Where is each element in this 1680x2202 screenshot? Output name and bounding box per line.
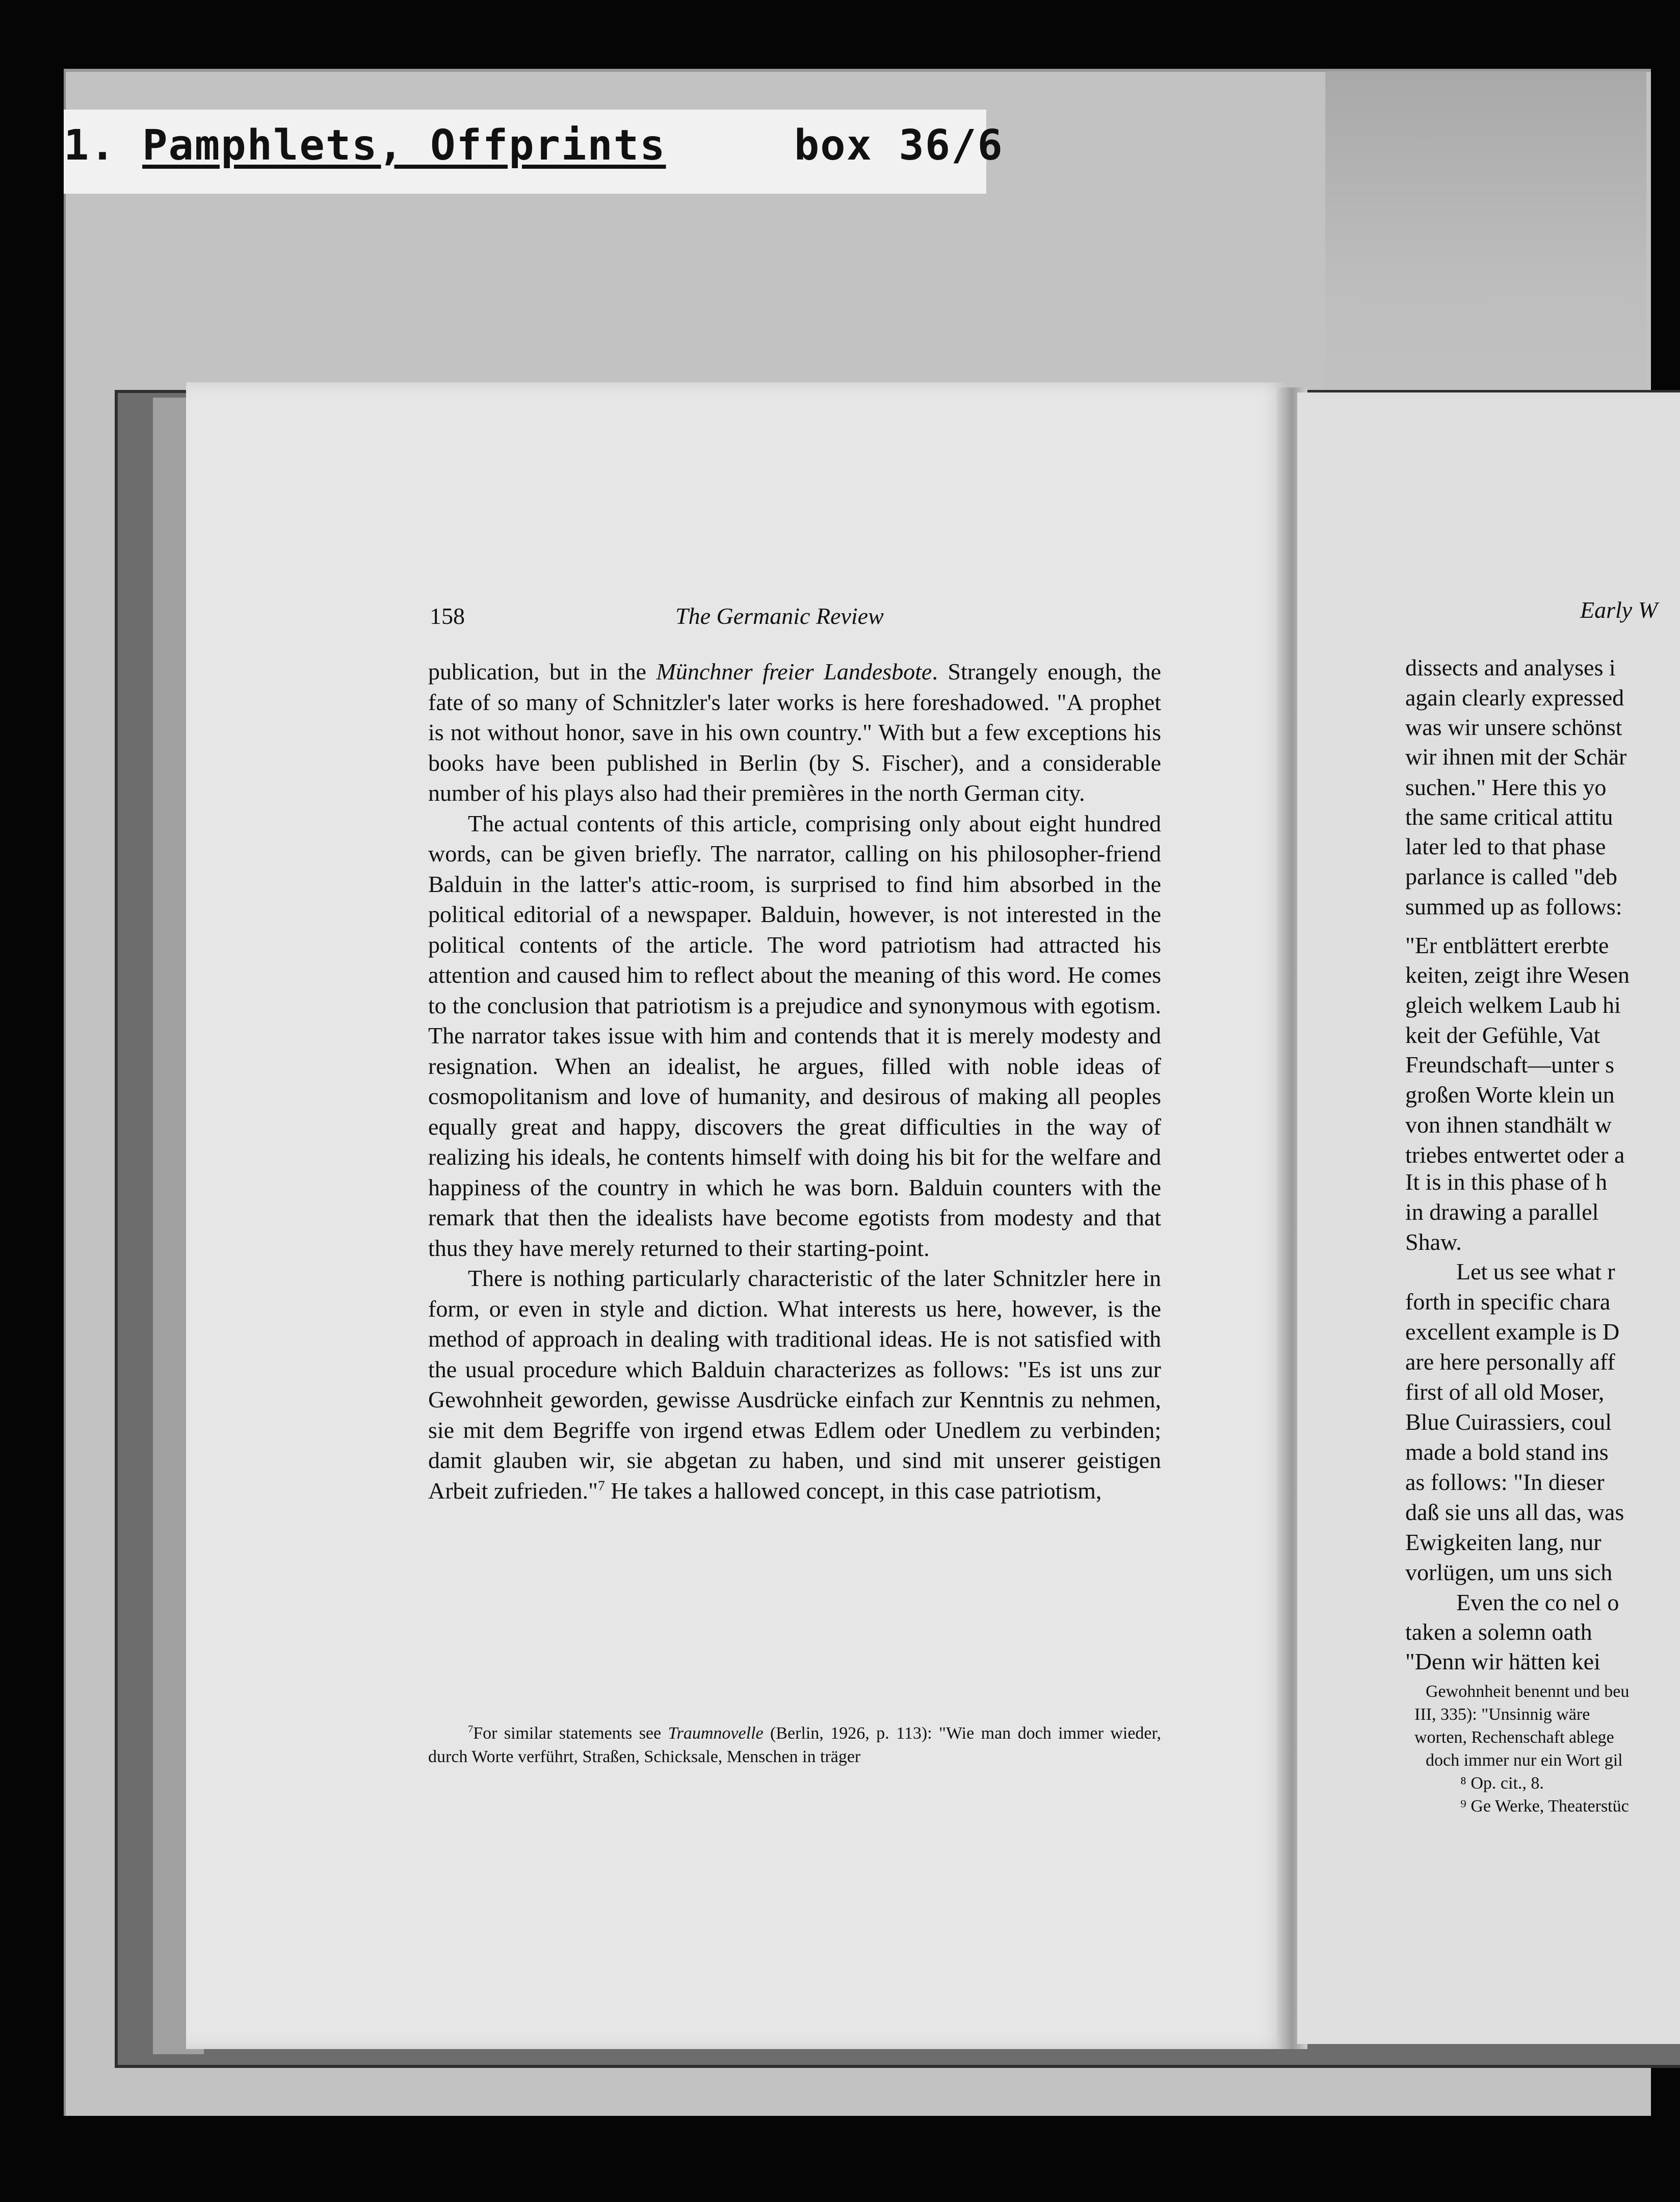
body-text <box>428 657 1161 1717</box>
right-page-line: the same critical attitu <box>1405 804 1613 830</box>
label-title: Pamphlets, Offprints <box>142 121 666 170</box>
footnote-title: Traumnovelle <box>668 1724 764 1743</box>
right-page-line: forth in specific chara <box>1405 1289 1611 1315</box>
right-page-line: are here personally aff <box>1405 1349 1615 1375</box>
paragraph-3-rest: He takes a hallowed concept, in this case patriotism, <box>605 1477 1102 1504</box>
footnote-mark: 7 <box>597 1477 605 1493</box>
label-number: 1. <box>64 121 116 170</box>
right-page-line: Shaw. <box>1405 1229 1462 1255</box>
paragraph-3 <box>428 1263 1161 1506</box>
newspaper-title: Münchner freier Landesbote <box>656 659 932 685</box>
right-page-footnote-line: Gewohnheit benennt und beu <box>1426 1682 1630 1701</box>
footnote-text: For similar statements see <box>473 1724 668 1743</box>
right-page-line: vorlügen, um uns sich <box>1405 1559 1613 1585</box>
page-number: 158 <box>430 603 465 629</box>
archive-label-text <box>64 121 1004 177</box>
right-page-line: Blue Cuirassiers, coul <box>1405 1409 1612 1435</box>
right-page-line: summed up as follows: <box>1405 894 1622 920</box>
right-page-line: was wir unsere schönst <box>1405 714 1622 740</box>
right-page-line: großen Worte klein un <box>1405 1082 1615 1108</box>
running-head: The Germanic Review <box>675 603 884 629</box>
paragraph-1-rest: . Strangely enough, the fate of so many of Schnitzler's later works is here foreshadowed. "A prophet is not without honor, save in his own country." With but a few exceptions his books have been published in Berlin (by S. Fischer), and a considerable number of his plays also had their premières in the north German city. <box>428 659 1161 806</box>
right-page-line: first of all old Moser, <box>1405 1379 1605 1405</box>
right-page-footnote-line: worten, Rechenschaft ablege <box>1414 1728 1614 1747</box>
right-page-line: Even the co nel o <box>1456 1589 1619 1615</box>
right-page-line: later led to that phase <box>1405 833 1606 859</box>
paragraph-1 <box>428 657 1161 808</box>
paragraph-1-text: publication, but in the <box>428 659 657 685</box>
right-page-line: Freundschaft—unter s <box>1405 1052 1615 1078</box>
right-page-footnote-line: ⁹ Ge Werke, Theaterstüc <box>1460 1797 1629 1816</box>
right-page-line: daß sie uns all das, was <box>1405 1499 1624 1525</box>
right-page-line: triebes entwertet oder a <box>1405 1142 1625 1168</box>
right-page-line: parlance is called "deb <box>1405 863 1617 889</box>
right-page-line: dissects and analyses i <box>1405 654 1616 680</box>
right-page-line: made a bold stand ins <box>1405 1439 1609 1465</box>
right-page-line: It is in this phase of h <box>1405 1169 1608 1195</box>
right-page-line: "Er entblättert ererbte <box>1405 932 1609 958</box>
paragraph-3-text: There is nothing particularly characteristic of the later Schnitzler here in form, or even in style and diction. What interests us here, however, is the method of approach in dealing with traditional ideas. He is not satisfied with the usual procedure which Balduin characterizes as follows: "Es ist uns zur Gewohnheit geworden, gewisse Ausdrücke einfach zur Kenntnis zu nehmen, sie mit dem Begriffe von irgend etwas Edlem oder Unedlem zu verbinden; damit glauben wir, sie abgetan zu haben, und sind mit unserer geistigen Arbeit zufrieden." <box>428 1265 1161 1504</box>
paragraph-2: The actual contents of this article, comprising only about eight hundred words, can be given briefly. The narrator, calling on his philosopher-friend Balduin in the latter's attic-room, is surprised to find him absorbed in the political editorial of a newspaper. Balduin, however, is not interested in the political contents of the article. The word patriotism had attracted his attention and caused him to reflect about the meaning of this word. He comes to the conclusion that patriotism is a prejudice and synonymous with egotism. The narrator takes issue with him and contends that it is merely modesty and resignation. When an idealist, he argues, filled with noble ideas of cosmopolitanism and love of humanity, and desirous of making all peoples equally great and happy, discovers the great difficulties in the way of realizing his ideals, he contents himself with doing his bit for the welfare and happiness of the country in which he was born. Balduin counters with the remark that then the idealists have become egotists from modesty and that thus they have merely returned to their starting-point. <box>428 810 1161 1261</box>
right-running-head: Early W <box>1580 597 1658 623</box>
right-page-line: gleich welkem Laub hi <box>1405 992 1621 1018</box>
footnote-rest: (Berlin, 1926, p. 113): "Wie man doch immer wieder, durch Worte verführt, Straßen, Schicksale, Menschen in träger <box>428 1724 1161 1766</box>
footnote-number: 7 <box>468 1723 474 1735</box>
right-page-line: taken a solemn oath <box>1405 1619 1592 1645</box>
footnote <box>428 1722 1161 1769</box>
right-page-line: keit der Gefühle, Vat <box>1405 1022 1600 1048</box>
right-page-line: Let us see what r <box>1456 1259 1615 1284</box>
right-page-line: in drawing a parallel <box>1405 1199 1599 1225</box>
right-page-line: excellent example is D <box>1405 1319 1620 1345</box>
right-page-line: wir ihnen mit der Schär <box>1405 744 1627 770</box>
right-page-line: as follows: "In dieser <box>1405 1469 1605 1495</box>
right-page-line: von ihnen standhält w <box>1405 1112 1612 1138</box>
right-page-line: suchen." Here this yo <box>1405 774 1607 800</box>
right-page-footnote-line: III, 335): "Unsinnig wäre <box>1414 1705 1590 1724</box>
label-box-number: box 36/6 <box>794 121 1004 170</box>
right-page-line: Ewigkeiten lang, nur <box>1405 1529 1602 1555</box>
card-shadow <box>1325 71 1646 428</box>
right-page-line: again clearly expressed <box>1405 685 1624 711</box>
right-page-footnote-line: doch immer nur ein Wort gil <box>1426 1751 1623 1770</box>
right-page-line: keiten, zeigt ihre Wesen <box>1405 962 1630 988</box>
right-page-line: "Denn wir hätten kei <box>1405 1648 1600 1674</box>
right-page-footnote-line: ⁸ Op. cit., 8. <box>1460 1774 1544 1793</box>
